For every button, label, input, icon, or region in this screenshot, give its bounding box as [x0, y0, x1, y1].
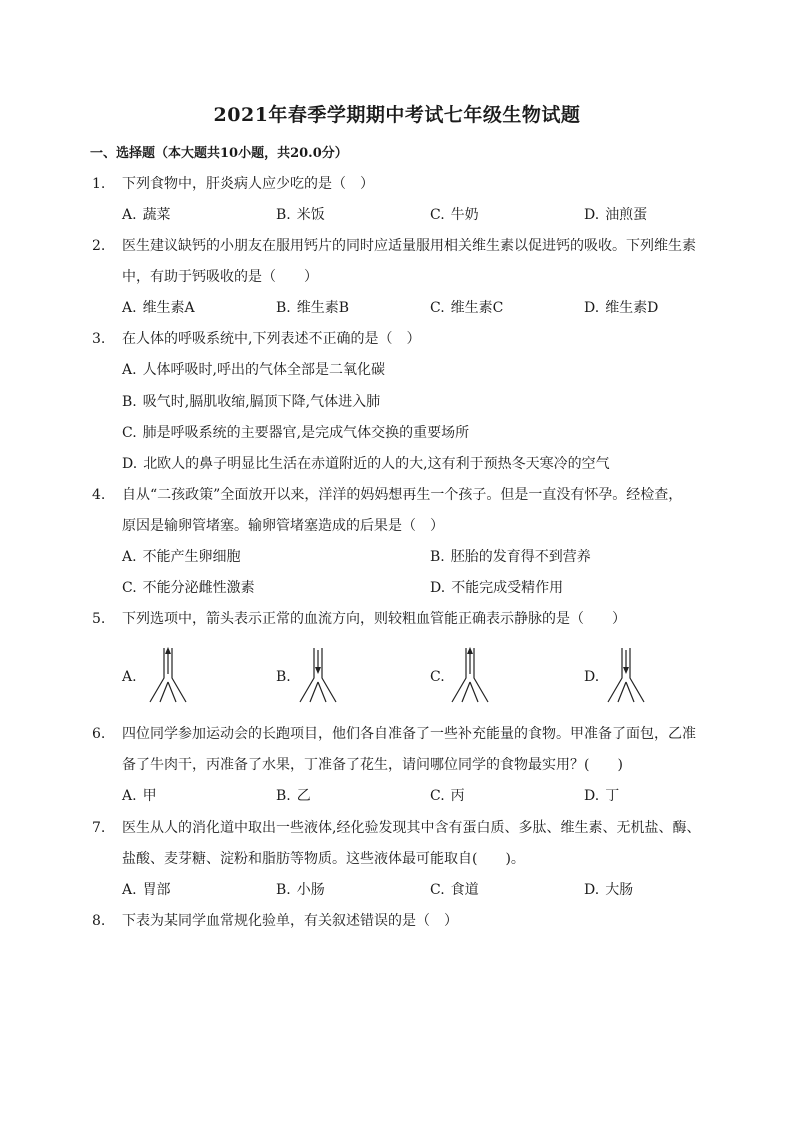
- vessel-diagram-c: [448, 644, 492, 704]
- question-number: 8.: [92, 913, 106, 929]
- question-number: 3.: [92, 331, 106, 347]
- question-stem-cont: 中，有助于钙吸收的是（ ）: [122, 269, 318, 285]
- question-number: 1.: [92, 176, 106, 192]
- question-stem: 在人体的呼吸系统中,下列表述不正确的是（ ）: [122, 331, 421, 347]
- option-c: C. 丙: [430, 788, 465, 804]
- option-a: A. 胃部: [122, 882, 171, 898]
- question-3: [92, 324, 421, 355]
- question-2: [92, 231, 696, 262]
- section-heading: 一、选择题（本大题共10小题，共20.0分）: [90, 146, 348, 161]
- option-d: D. 维生素D: [584, 300, 659, 316]
- option-d: D. 丁: [584, 788, 620, 804]
- option-a: A. 甲: [122, 788, 157, 804]
- question-stem: 医生从人的消化道中取出一些液体,经化验发现其中含有蛋白质、多肽、维生素、无机盐、酶、: [122, 820, 701, 836]
- option-b: B. 胚胎的发育得不到营养: [430, 549, 591, 565]
- question-number: 5.: [92, 611, 106, 627]
- vessel-diagram-d: [604, 644, 648, 704]
- question-6: [92, 719, 696, 750]
- option-b: B. 小肠: [276, 882, 325, 898]
- question-number: 7.: [92, 820, 106, 836]
- question-5: [92, 604, 626, 635]
- exam-title: 2021年春季学期期中考试七年级生物试题: [213, 104, 581, 126]
- option-b: B. 米饭: [276, 207, 325, 223]
- option-a: A. 人体呼吸时,呼出的气体全部是二氧化碳: [122, 362, 386, 378]
- question-stem: 下列选项中，箭头表示正常的血流方向，则较粗血管能正确表示静脉的是（ ）: [122, 611, 626, 627]
- question-stem-cont: 备了牛肉干，丙准备了水果，丁准备了花生，请问哪位同学的食物最实用？( ): [122, 757, 623, 773]
- option-b: B. 吸气时,膈肌收缩,膈顶下降,气体进入肺: [122, 394, 381, 410]
- option-d: D. 油煎蛋: [584, 207, 648, 223]
- option-b: B. 乙: [276, 788, 311, 804]
- question-stem: 自从“二孩政策”全面放开以来，洋洋的妈妈想再生一个孩子。但是一直没有怀孕。经检查，: [122, 487, 683, 503]
- option-a: A. 蔬菜: [122, 207, 171, 223]
- option-d: D.: [584, 669, 600, 685]
- question-4: [92, 480, 683, 511]
- option-b: B.: [276, 669, 291, 685]
- question-stem-cont: 盐酸、麦芽糖、淀粉和脂肪等物质。这些液体最可能取自( )。: [122, 851, 525, 867]
- option-c: C.: [430, 669, 445, 685]
- question-8: [92, 906, 458, 937]
- question-stem: 医生建议缺钙的小朋友在服用钙片的同时应适量服用相关维生素以促进钙的吸收。下列维生素: [122, 238, 696, 254]
- option-c: C. 食道: [430, 882, 479, 898]
- question-7: [92, 813, 701, 844]
- option-c: C. 肺是呼吸系统的主要器官,是完成气体交换的重要场所: [122, 425, 470, 441]
- question-stem-cont: 原因是输卵管堵塞。输卵管堵塞造成的后果是（ ）: [122, 518, 444, 534]
- option-c: C. 维生素C: [430, 300, 504, 316]
- question-number: 6.: [92, 726, 106, 742]
- option-c: C. 牛奶: [430, 207, 479, 223]
- question-number: 2.: [92, 238, 106, 254]
- option-d: D. 不能完成受精作用: [430, 580, 564, 596]
- question-stem: 下表为某同学血常规化验单，有关叙述错误的是（ ）: [122, 913, 458, 929]
- option-a: A.: [122, 669, 137, 685]
- question-1: [92, 169, 374, 200]
- vessel-diagram-b: [296, 644, 340, 704]
- option-c: C. 不能分泌雌性激素: [122, 580, 255, 596]
- question-number: 4.: [92, 487, 106, 503]
- option-a: A. 维生素A: [122, 300, 195, 316]
- question-stem: 下列食物中，肝炎病人应少吃的是（ ）: [122, 176, 374, 192]
- option-d: D. 大肠: [584, 882, 634, 898]
- option-d: D. 北欧人的鼻子明显比生活在赤道附近的人的大,这有利于预热冬天寒冷的空气: [122, 456, 610, 472]
- option-a: A. 不能产生卵细胞: [122, 549, 241, 565]
- option-b: B. 维生素B: [276, 300, 350, 316]
- question-stem: 四位同学参加运动会的长跑项目，他们各自准备了一些补充能量的食物。甲准备了面包，乙准: [122, 726, 696, 742]
- vessel-diagram-a: [146, 644, 190, 704]
